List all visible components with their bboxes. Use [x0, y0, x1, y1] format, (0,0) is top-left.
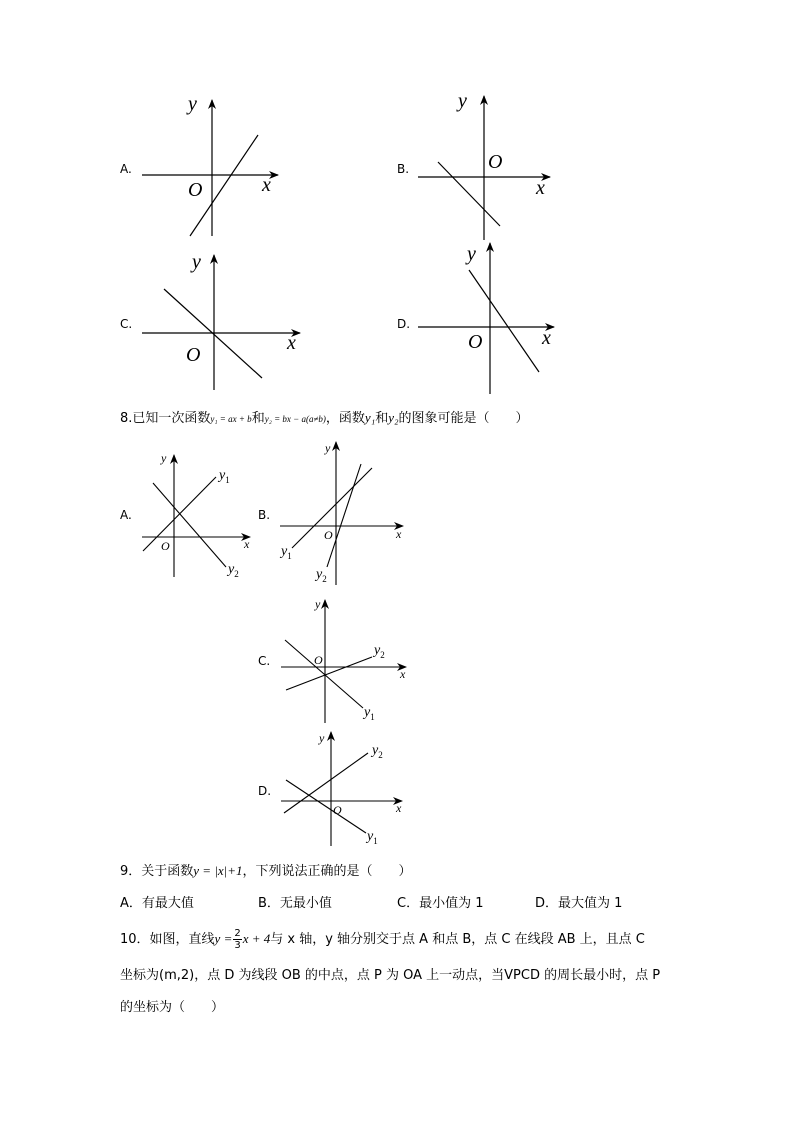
q7-c-y-label: y: [192, 251, 201, 273]
line-y2: [286, 657, 372, 690]
q10-line-1: [120, 928, 645, 951]
q8-c-x-label: x: [400, 667, 406, 681]
q8-stem-prefix: 已知一次函数: [132, 411, 211, 426]
q9-option-c[interactable]: C．最小值为 1: [397, 896, 484, 911]
q8-and: 和: [251, 411, 265, 426]
q8-a-x-label: x: [244, 537, 250, 551]
q7-c-origin-label: O: [186, 344, 201, 366]
q7-graph-d: [418, 243, 554, 394]
q8-graph-c: [281, 600, 406, 723]
q7-a-origin-label: O: [188, 179, 203, 201]
q8-option-d-label[interactable]: D.: [258, 784, 272, 798]
q8-a-y2-label: $y_2$: [228, 562, 239, 579]
q9-stem: [120, 863, 412, 880]
q9-func-expr: y = |x|+1: [193, 863, 243, 878]
q8-stem-mid: ，函数: [325, 411, 365, 426]
q10-line-2: 坐标为(m,2)，点 D 为线段 OB 的中点，点 P 为 OA 上一动点，当VPCD 的周长最小时，点 P: [120, 968, 661, 983]
q7-b-x-label: x: [536, 177, 545, 199]
q8-option-a-label[interactable]: A.: [120, 508, 132, 522]
q8-c-y2-label: $y_2$: [374, 643, 385, 660]
q7-option-c-label[interactable]: C.: [120, 317, 133, 331]
q8-c-y-label: y: [315, 597, 321, 611]
q7-a-y-label: y: [188, 93, 197, 115]
q10-fraction: [233, 928, 241, 951]
q8-graph-a: [142, 455, 250, 577]
q8-b-y-label: y: [325, 441, 331, 455]
q7-d-origin-label: O: [468, 331, 483, 353]
q8-stem-suffix: 的图象可能是（ ）: [398, 411, 529, 426]
q7-b-y-label: y: [458, 90, 467, 112]
q8-b-y2-label: $y_2$: [316, 567, 327, 584]
q7-d-x-label: x: [542, 327, 551, 349]
q8-graph-b: [280, 442, 403, 585]
q9-option-a[interactable]: A．有最大值: [120, 896, 194, 911]
line-y2: [327, 464, 361, 567]
q8-stem: [120, 410, 529, 427]
q8-b-y1-label: $y_1$: [281, 544, 292, 561]
q10-line-3: 的坐标为（ ）: [120, 1000, 225, 1015]
q7-a-x-label: x: [262, 174, 271, 196]
q7-graph-b: [418, 96, 550, 240]
q8-y2-name: y₂: [388, 410, 399, 425]
q8-d-y-label: y: [319, 731, 325, 745]
q7-option-b-label[interactable]: B.: [397, 162, 410, 176]
q9-stem-prefix: 9．关于函数: [120, 864, 194, 879]
q9-stem-suffix: ，下列说法正确的是（ ）: [242, 864, 412, 879]
q8-c-y1-label: $y_1$: [364, 705, 375, 722]
q8-d-y2-label: $y_2$: [372, 743, 383, 760]
line-y2: [153, 483, 226, 567]
q7-graph-a: [142, 100, 278, 236]
function-line: [469, 270, 539, 372]
q8-option-c-label[interactable]: C.: [258, 654, 271, 668]
q7-c-x-label: x: [287, 332, 296, 354]
q8-c-origin-label: O: [314, 653, 323, 667]
q9-option-b[interactable]: B．无最小值: [258, 896, 332, 911]
q8-b-origin-label: O: [324, 528, 333, 542]
q8-d-origin-label: O: [333, 803, 342, 817]
line-y1: [285, 640, 363, 708]
q8-graph-d: [281, 732, 402, 846]
q7-graph-c: [142, 255, 300, 390]
q8-b-x-label: x: [396, 527, 402, 541]
q10-frac-den: 3: [234, 940, 241, 951]
q8-option-b-label[interactable]: B.: [258, 508, 271, 522]
q7-d-y-label: y: [467, 243, 476, 265]
q7-option-a-label[interactable]: A.: [120, 162, 132, 176]
q8-y2-expr: y₂ = bx − a(a≠b): [264, 414, 326, 424]
q8-a-y-label: y: [161, 451, 167, 465]
q7-b-origin-label: O: [488, 151, 503, 173]
q8-y1-name: y₁: [364, 410, 376, 425]
q8-y1-expr: y₁ = ax + b: [210, 414, 252, 424]
line-y2: [284, 753, 368, 813]
q8-d-x-label: x: [396, 801, 402, 815]
q10-frac-num: 2: [234, 928, 241, 939]
q8-a-y1-label: $y_1$: [219, 468, 230, 485]
q8-and-2: 和: [375, 411, 389, 426]
line-y1: [286, 780, 366, 833]
q8-a-origin-label: O: [161, 539, 170, 553]
q8-number: 8.: [120, 411, 133, 426]
q10-x-plus-4: x + 4: [242, 931, 271, 946]
q10-y-eq: y =: [214, 931, 233, 946]
q7-option-d-label[interactable]: D.: [397, 317, 411, 331]
q8-d-y1-label: $y_1$: [367, 829, 378, 846]
q10-prefix: 10．如图，直线: [120, 932, 215, 947]
q10-line1-rest: 与 x 轴，y 轴分别交于点 A 和点 B，点 C 在线段 AB 上，且点 C: [270, 932, 645, 947]
q9-option-d[interactable]: D．最大值为 1: [535, 896, 623, 911]
